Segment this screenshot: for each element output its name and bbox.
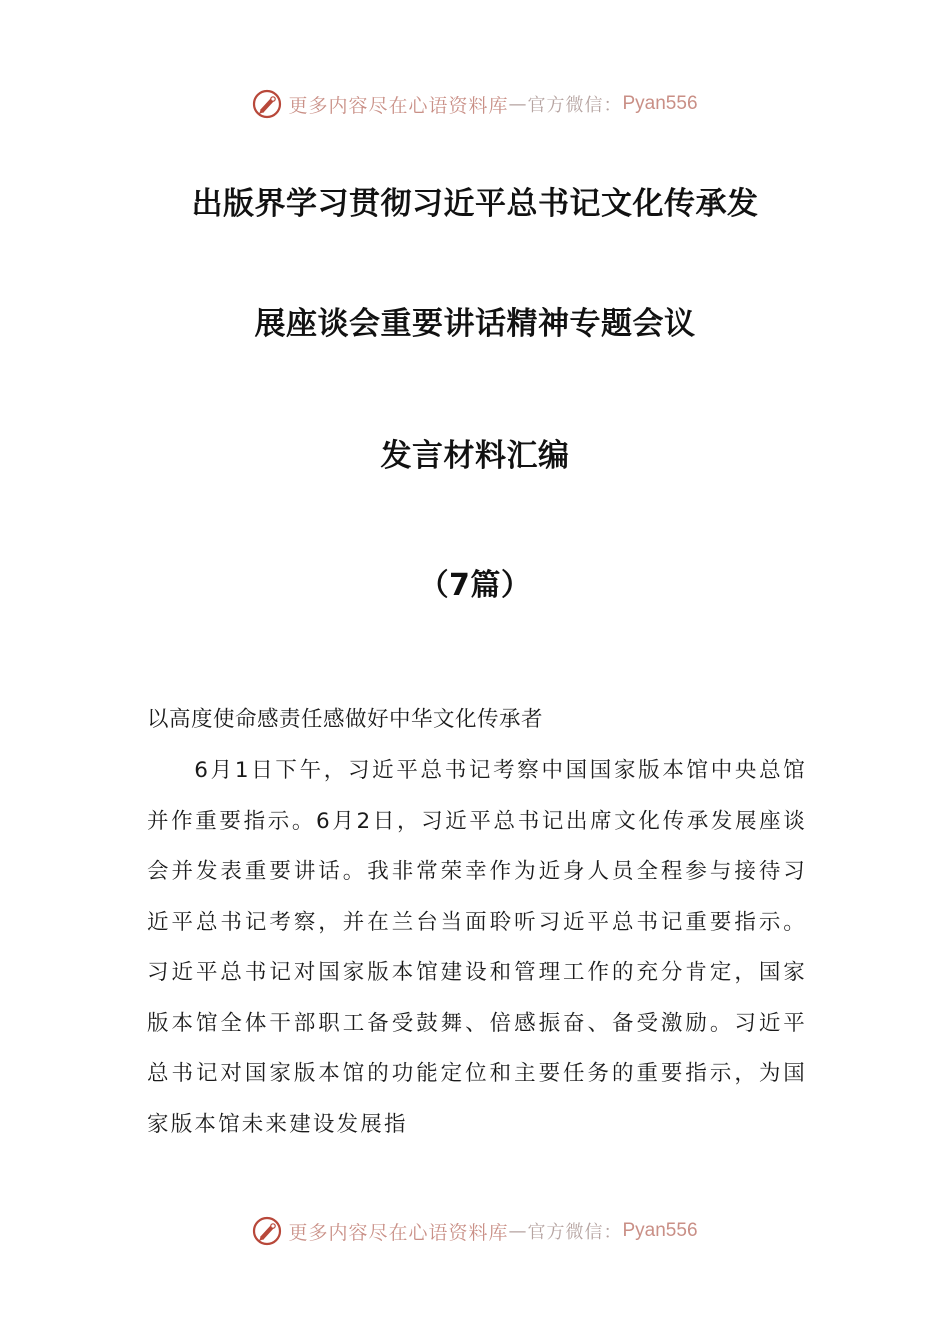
document-title-line-3: 发言材料汇编 <box>380 438 570 474</box>
document-title-line-2: 展座谈会重要讲话精神专题会议 <box>254 306 696 342</box>
document-title-line-1: 出版界学习贯彻习近平总书记文化传承发 <box>191 186 759 222</box>
pen-logo-icon <box>252 89 282 119</box>
document-title-count: （7篇） <box>418 568 532 603</box>
watermark-separator: — <box>508 1220 528 1242</box>
watermark-wechat-id: Pyan556 <box>622 1220 698 1241</box>
watermark-label: 官方微信： <box>527 95 623 116</box>
watermark-main-text: 更多内容尽在心语资料库 <box>288 1221 509 1244</box>
watermark-label: 官方微信： <box>527 1222 623 1243</box>
watermark-footer <box>0 1211 950 1251</box>
section-heading: 以高度使命感责任感做好中华文化传承者 <box>147 707 544 732</box>
watermark-wechat-id: Pyan556 <box>622 93 698 114</box>
body-paragraph: 6月1日下午，习近平总书记考察中国国家版本馆中央总馆并作重要指示。6月2日，习近平总书记出席文化传承发展座谈会并发表重要讲话。我非常荣幸作为近身人员全程参与接待习近平总书记考察，并在兰台当面聆听习近平总书记重要指示。习近平总书记对国家版本馆建设和管理工作的充分肯定，国家版本馆全体干部职工备受鼓舞、倍感振奋、备受激励。习近平总书记对国家版本馆的功能定位和主要任务的重要指示，为国家版本馆未来建设发展指 <box>147 758 807 1137</box>
watermark-main-text: 更多内容尽在心语资料库 <box>288 94 509 117</box>
watermark-separator: — <box>508 93 528 115</box>
pen-logo-icon <box>252 1216 282 1246</box>
document-body <box>147 700 807 1150</box>
watermark-header <box>0 84 950 124</box>
